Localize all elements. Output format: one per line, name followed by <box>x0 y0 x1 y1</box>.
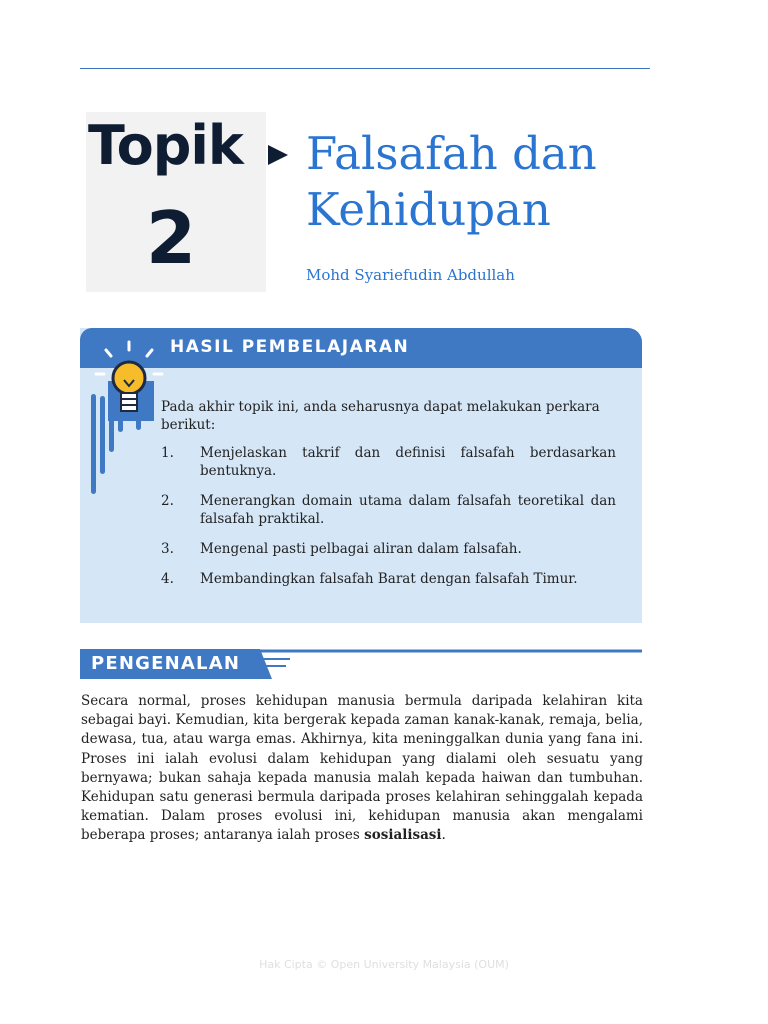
list-item-text: Menerangkan domain utama dalam falsafah teoretikal dan falsafah praktikal. <box>200 493 616 527</box>
list-item <box>161 540 616 558</box>
introduction-paragraph <box>81 692 643 846</box>
list-item-number: 4. <box>161 571 174 587</box>
top-divider-line <box>80 68 650 69</box>
play-arrow-icon <box>266 143 290 167</box>
list-item-text: Membandingkan falsafah Barat dengan falsafah Timur. <box>200 571 578 587</box>
heading-swoosh-decoration <box>250 648 645 682</box>
author-name: Mohd Syariefudin Abdullah <box>306 266 515 284</box>
title-line-2: Kehidupan <box>306 183 551 236</box>
learning-outcomes-heading: HASIL PEMBELAJARAN <box>170 337 410 357</box>
list-item <box>161 444 616 480</box>
learning-outcomes-content <box>161 398 616 600</box>
list-item-number: 2. <box>161 493 174 509</box>
copyright-footer: Hak Cipta © Open University Malaysia (OUM) <box>259 958 509 971</box>
title-line-1: Falsafah dan <box>306 127 597 180</box>
introduction-text: Secara normal, proses kehidupan manusia bermula daripada kelahiran kita sebagai bayi. Kemudian, kita bergerak kepada zaman kanak-kanak, remaja, belia, dewasa, tua, atau warga emas. Akhirnya, kita meninggalkan dunia yang fana ini. Proses ini ialah evolusi dalam kehidupan yang dialami oleh sesuatu yang bernyawa; bukan sahaja kepada manusia malah kepada haiwan dan tumbuhan. Kehidupan satu generasi bermula daripada proses kelahiran sehinggalah kepada kematian. Dalam proses evolusi ini, kehidupan manusia akan mengalami beberapa proses; antaranya ialah proses <box>81 693 643 844</box>
page-title <box>306 126 666 238</box>
list-item-number: 1. <box>161 445 174 461</box>
list-item <box>161 570 616 588</box>
learning-outcomes-intro: Pada akhir topik ini, anda seharusnya dapat melakukan perkara berikut: <box>161 399 600 433</box>
topic-label: Topik <box>88 114 243 177</box>
introduction-keyword: sosialisasi <box>364 827 442 844</box>
list-item-number: 3. <box>161 541 174 557</box>
list-item <box>161 492 616 528</box>
list-item-text: Mengenal pasti pelbagai aliran dalam falsafah. <box>200 541 522 557</box>
topic-number: 2 <box>146 196 197 280</box>
lightbulb-icon <box>86 336 166 501</box>
list-item-text: Menjelaskan takrif dan definisi falsafah berdasarkan bentuknya. <box>200 445 616 479</box>
learning-outcomes-list <box>161 444 616 588</box>
introduction-heading: PENGENALAN <box>91 653 241 674</box>
introduction-text-end: . <box>441 827 446 844</box>
